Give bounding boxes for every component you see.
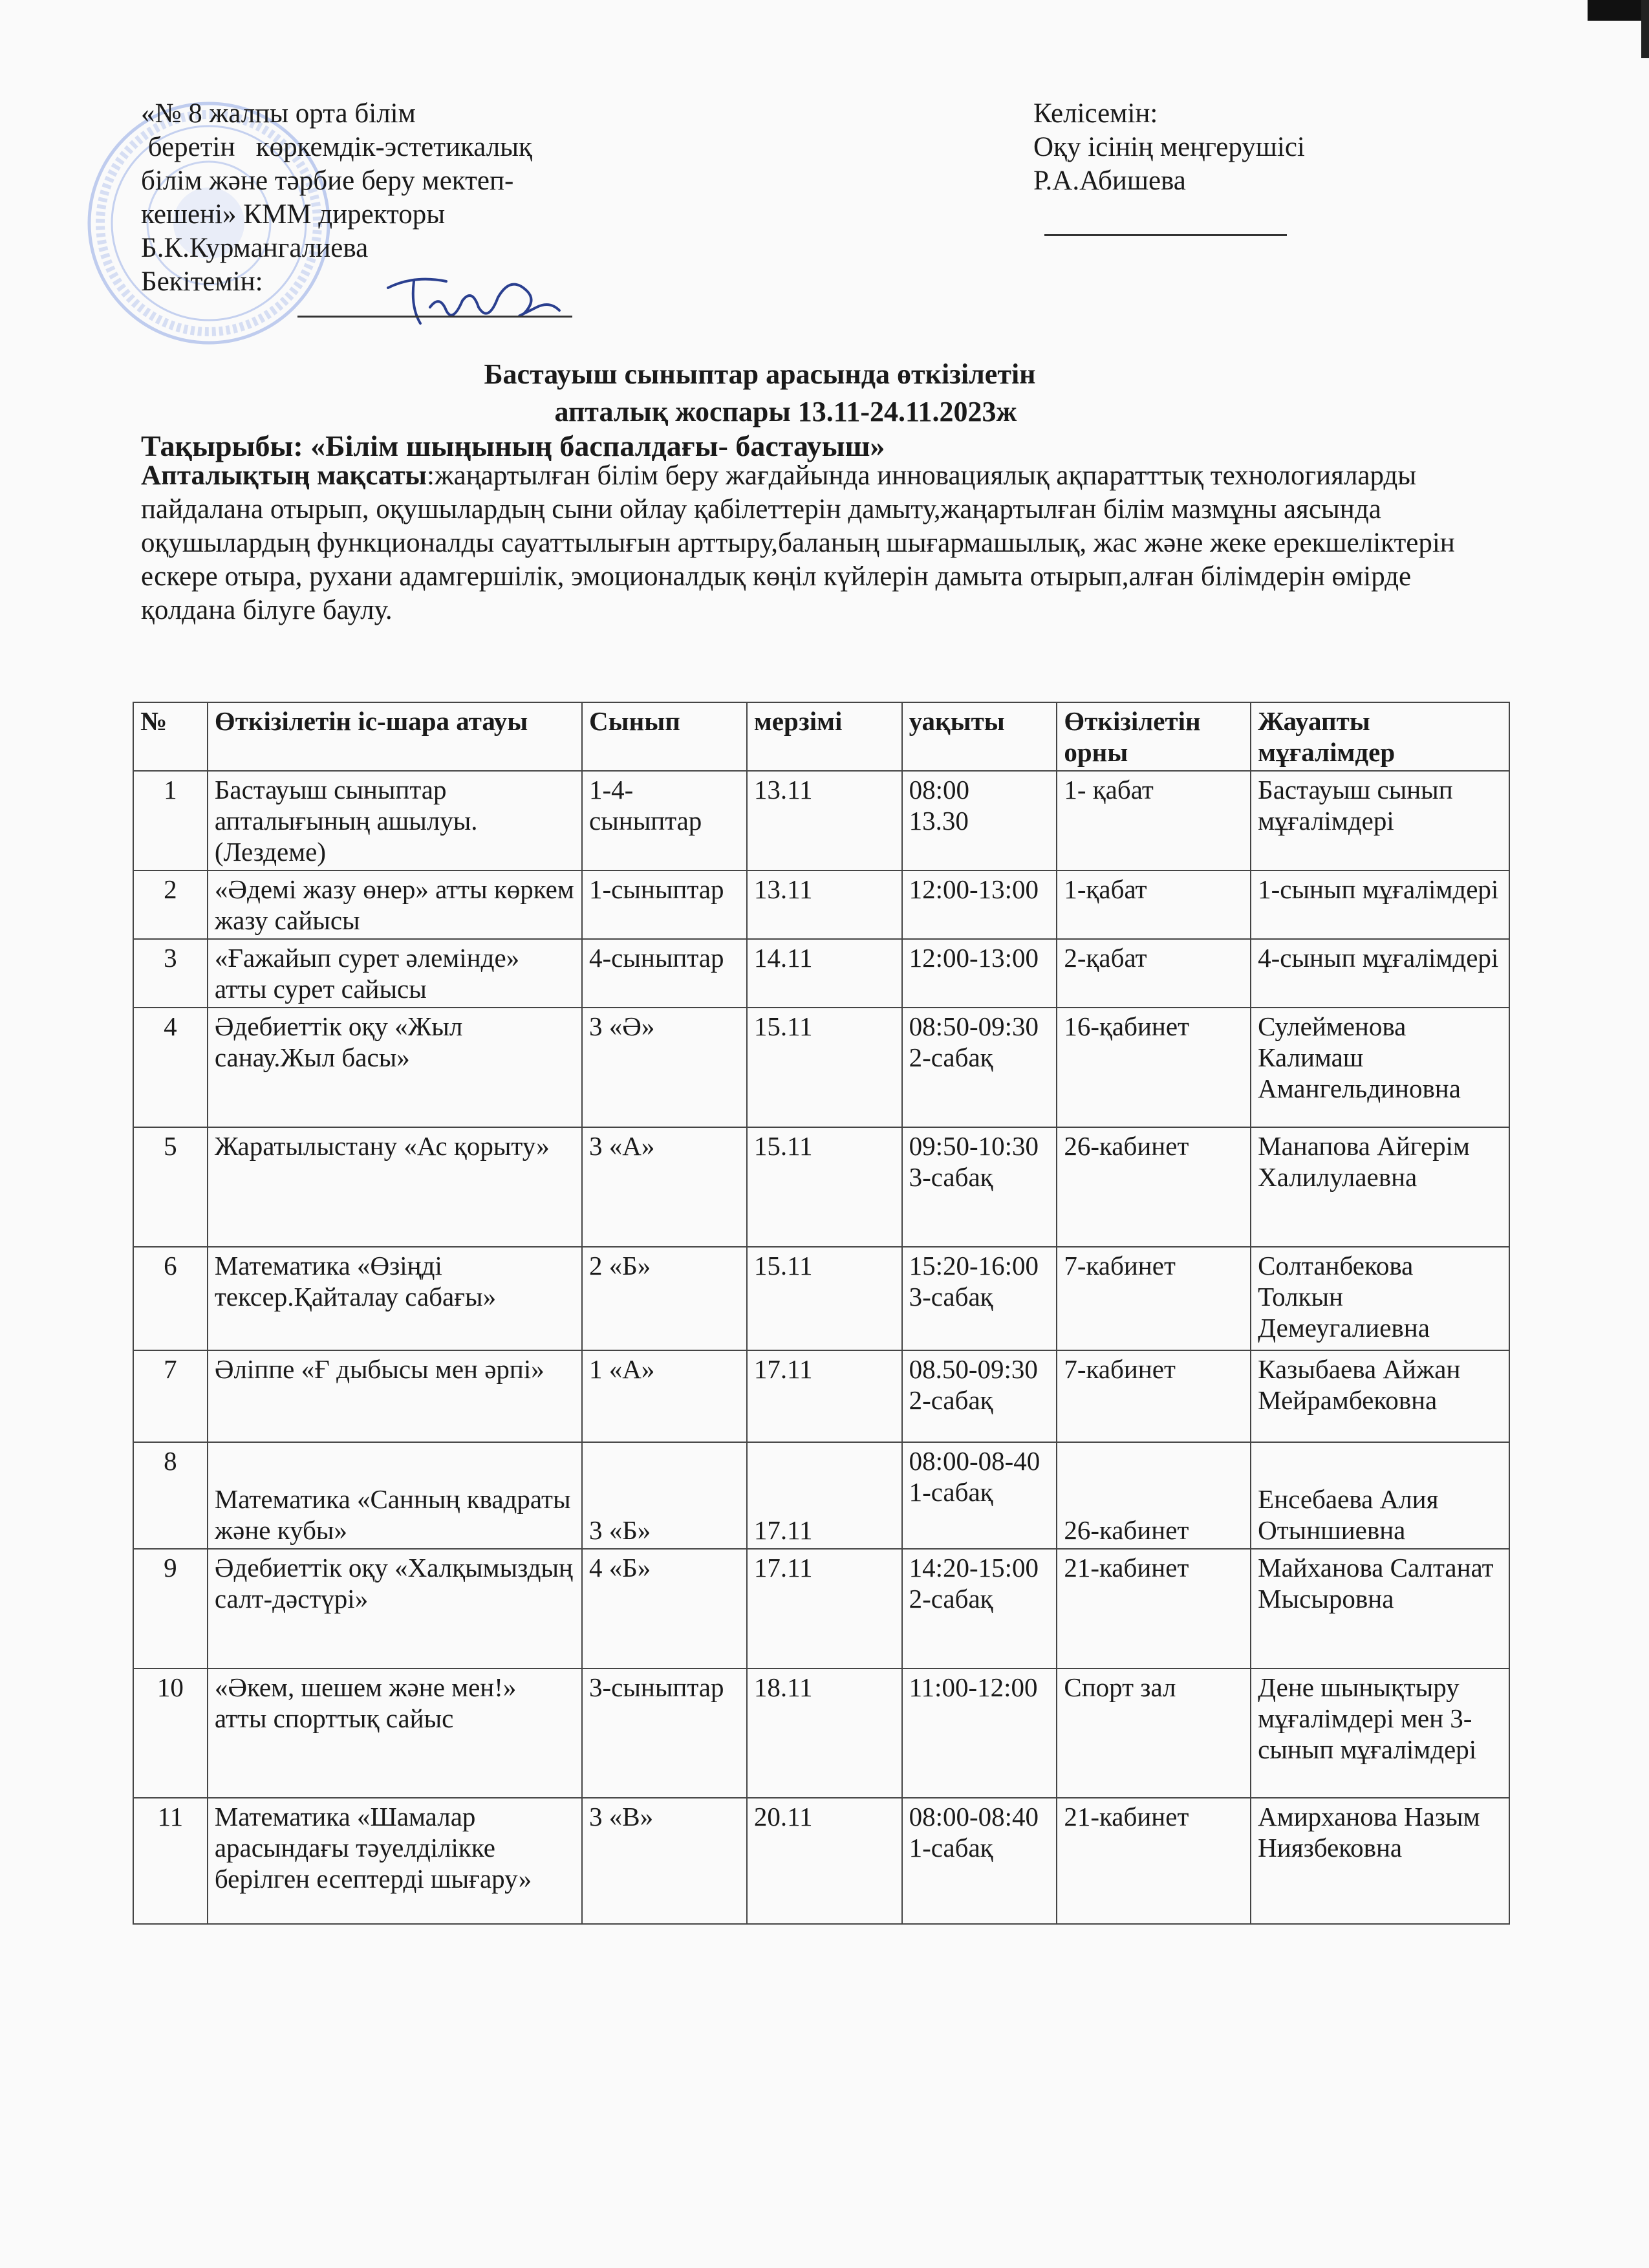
topic-heading: Тақырыбы: «Білім шыңының баспалдағы- бастауыш» xyxy=(141,429,885,462)
cell-date: 15.11 xyxy=(747,1247,902,1350)
cell-number: 6 xyxy=(133,1247,208,1350)
cell-time: 12:00-13:00 xyxy=(902,939,1057,1008)
cell-event: Жаратылыстану «Ас қорыту» xyxy=(208,1127,582,1247)
schedule-table xyxy=(133,702,1510,1925)
table-row xyxy=(133,1008,1509,1127)
cell-event: «Әдемі жазу өнер» атты көркем жазу сайысы xyxy=(208,870,582,939)
cell-event: Математика «Санның квадраты және кубы» xyxy=(208,1442,582,1549)
cell-number: 5 xyxy=(133,1127,208,1247)
cell-number: 3 xyxy=(133,939,208,1008)
cell-event: «Ғажайып сурет әлемінде» атты сурет сайысы xyxy=(208,939,582,1008)
cell-date: 13.11 xyxy=(747,870,902,939)
cell-time: 08:00-08:40 1-сабақ xyxy=(902,1798,1057,1924)
cell-date: 15.11 xyxy=(747,1127,902,1247)
header-place: Өткізілетін орны xyxy=(1057,702,1251,771)
cell-number: 9 xyxy=(133,1549,208,1669)
cell-number: 10 xyxy=(133,1669,208,1798)
cell-class: 3 «А» xyxy=(582,1127,747,1247)
header-class: Сынып xyxy=(582,702,747,771)
cell-class: 1 «А» xyxy=(582,1350,747,1442)
cell-time: 08:00 13.30 xyxy=(902,771,1057,870)
deputy-signature-line xyxy=(1044,234,1287,236)
cell-time: 09:50-10:30 3-сабақ xyxy=(902,1127,1057,1247)
cell-event: Әліппе «Ғ дыбысы мен әрпі» xyxy=(208,1350,582,1442)
cell-number: 2 xyxy=(133,870,208,939)
header-event: Өткізілетін іс-шара атауы xyxy=(208,702,582,771)
header-number: № xyxy=(133,702,208,771)
cell-date: 14.11 xyxy=(747,939,902,1008)
cell-teachers: Енсебаева Алия Отыншиевна xyxy=(1251,1442,1509,1549)
cell-event: Әдебиеттік оқу «Жыл санау.Жыл басы» xyxy=(208,1008,582,1127)
approval-left-block xyxy=(141,97,532,299)
cell-place: 21-кабинет xyxy=(1057,1798,1251,1924)
cell-place: 26-кабинет xyxy=(1057,1127,1251,1247)
document-title-line2: апталық жоспары 13.11-24.11.2023ж xyxy=(554,396,1017,427)
approval-right-block xyxy=(1033,97,1305,198)
cell-teachers: Сулейменова Калимаш Амангельдиновна xyxy=(1251,1008,1509,1127)
cell-event: Бастауыш сыныптар апталығының ашылуы.(Лездеме) xyxy=(208,771,582,870)
cell-place: 1-қабат xyxy=(1057,870,1251,939)
table-row xyxy=(133,771,1509,870)
approval-right-line1: Келісемін: xyxy=(1033,98,1158,129)
cell-class: 2 «Б» xyxy=(582,1247,747,1350)
table-row xyxy=(133,1127,1509,1247)
cell-number: 7 xyxy=(133,1350,208,1442)
cell-date: 17.11 xyxy=(747,1350,902,1442)
cell-event: Әдебиеттік оқу «Халқымыздың салт-дәстүрі» xyxy=(208,1549,582,1669)
table-row xyxy=(133,1247,1509,1350)
scan-edge-mark xyxy=(1641,0,1649,58)
cell-date: 17.11 xyxy=(747,1549,902,1669)
cell-teachers: Солтанбекова Толкын Демеугалиевна xyxy=(1251,1247,1509,1350)
approval-left-line6: Бекітемін: xyxy=(141,266,263,297)
approval-left-line3: білім және тәрбие беру мектеп- xyxy=(141,166,514,196)
header-time: уақыты xyxy=(902,702,1057,771)
cell-time: 08:00-08-40 1-сабақ xyxy=(902,1442,1057,1549)
scan-corner-mark xyxy=(1588,0,1649,21)
table-row xyxy=(133,1669,1509,1798)
table-row xyxy=(133,1350,1509,1442)
cell-place: 21-кабинет xyxy=(1057,1549,1251,1669)
cell-number: 4 xyxy=(133,1008,208,1127)
cell-class: 3 «Ә» xyxy=(582,1008,747,1127)
cell-place: 26-кабинет xyxy=(1057,1442,1251,1549)
cell-teachers: Дене шынықтыру мұғалімдері мен 3- сынып мұғалімдері xyxy=(1251,1669,1509,1798)
cell-number: 1 xyxy=(133,771,208,870)
cell-place: 1- қабат xyxy=(1057,771,1251,870)
cell-date: 18.11 xyxy=(747,1669,902,1798)
cell-place: Спорт зал xyxy=(1057,1669,1251,1798)
cell-teachers: Казыбаева Айжан Мейрамбековна xyxy=(1251,1350,1509,1442)
goal-label: Апталықтың мақсаты xyxy=(141,460,427,491)
approval-left-line4: кешені» КММ директоры xyxy=(141,199,446,230)
cell-class: 1-4-сыныптар xyxy=(582,771,747,870)
cell-time: 14:20-15:00 2-сабақ xyxy=(902,1549,1057,1669)
table-row xyxy=(133,1442,1509,1549)
cell-class: 3 «Б» xyxy=(582,1442,747,1549)
cell-teachers: Амирханова Назым Ниязбековна xyxy=(1251,1798,1509,1924)
cell-date: 13.11 xyxy=(747,771,902,870)
cell-event: Математика «Өзіңді тексер.Қайталау сабағы» xyxy=(208,1247,582,1350)
approval-right-line2: Оқу ісінің меңгерушісі xyxy=(1033,132,1305,162)
cell-date: 20.11 xyxy=(747,1798,902,1924)
table-row xyxy=(133,1798,1509,1924)
header-date: мерзімі xyxy=(747,702,902,771)
cell-place: 16-қабинет xyxy=(1057,1008,1251,1127)
cell-event: «Әкем, шешем және мен!» атты спорттық сайыс xyxy=(208,1669,582,1798)
cell-place: 7-кабинет xyxy=(1057,1350,1251,1442)
cell-event: Математика «Шамалар арасындағы тәуелділікке берілген есептерді шығару» xyxy=(208,1798,582,1924)
cell-time: 11:00-12:00 xyxy=(902,1669,1057,1798)
cell-teachers: 4-сынып мұғалімдері xyxy=(1251,939,1509,1008)
cell-number: 8 xyxy=(133,1442,208,1549)
document-title-line1: Бастауыш сыныптар арасында өткізілетін xyxy=(484,358,1036,390)
goal-text: :жаңартылған білім беру жағдайында инновациялық ақпаратттық технологияларды пайдалана отырып, оқушылардың сыни ойлау қабілеттерін дамыту,жаңартылған білім мазмұны аясында оқушылардың функционалды сауаттылығын арттыру,баланың шығармашылық, жас және жеке ерекшеліктерін ескере отыра, рухани адамгершілік, эмоционалдық көңіл күйлерін дамыта отырып,алған білімдерін өмірде қолдана білуге баулу. xyxy=(141,460,1455,625)
cell-teachers: Манапова Айгерім Халилулаевна xyxy=(1251,1127,1509,1247)
goal-paragraph xyxy=(141,459,1493,627)
header-teachers: Жауапты мұғалімдер xyxy=(1251,702,1509,771)
schedule-table-body xyxy=(133,771,1509,1924)
cell-place: 2-қабат xyxy=(1057,939,1251,1008)
cell-date: 15.11 xyxy=(747,1008,902,1127)
table-row xyxy=(133,939,1509,1008)
cell-teachers: Майханова Салтанат Мысыровна xyxy=(1251,1549,1509,1669)
cell-number: 11 xyxy=(133,1798,208,1924)
approval-left-line5: Б.К.Курмангалиева xyxy=(141,233,369,263)
table-row xyxy=(133,870,1509,939)
cell-class: 1-сыныптар xyxy=(582,870,747,939)
table-header-row xyxy=(133,702,1509,771)
cell-time: 08:50-09:30 2-сабақ xyxy=(902,1008,1057,1127)
cell-class: 3 «В» xyxy=(582,1798,747,1924)
cell-place: 7-кабинет xyxy=(1057,1247,1251,1350)
cell-teachers: Бастауыш сынып мұғалімдері xyxy=(1251,771,1509,870)
approval-left-line2: беретін көркемдік-эстетикалық xyxy=(141,132,532,162)
cell-class: 4-сыныптар xyxy=(582,939,747,1008)
cell-class: 3-сыныптар xyxy=(582,1669,747,1798)
cell-time: 12:00-13:00 xyxy=(902,870,1057,939)
cell-date: 17.11 xyxy=(747,1442,902,1549)
cell-time: 15:20-16:00 3-сабақ xyxy=(902,1247,1057,1350)
cell-time: 08.50-09:30 2-сабақ xyxy=(902,1350,1057,1442)
table-row xyxy=(133,1549,1509,1669)
approval-left-line1: «№ 8 жалпы орта білім xyxy=(141,98,416,129)
director-signature-line xyxy=(297,316,572,318)
approval-right-line3: Р.А.Абишева xyxy=(1033,166,1186,196)
cell-class: 4 «Б» xyxy=(582,1549,747,1669)
cell-teachers: 1-сынып мұғалімдері xyxy=(1251,870,1509,939)
